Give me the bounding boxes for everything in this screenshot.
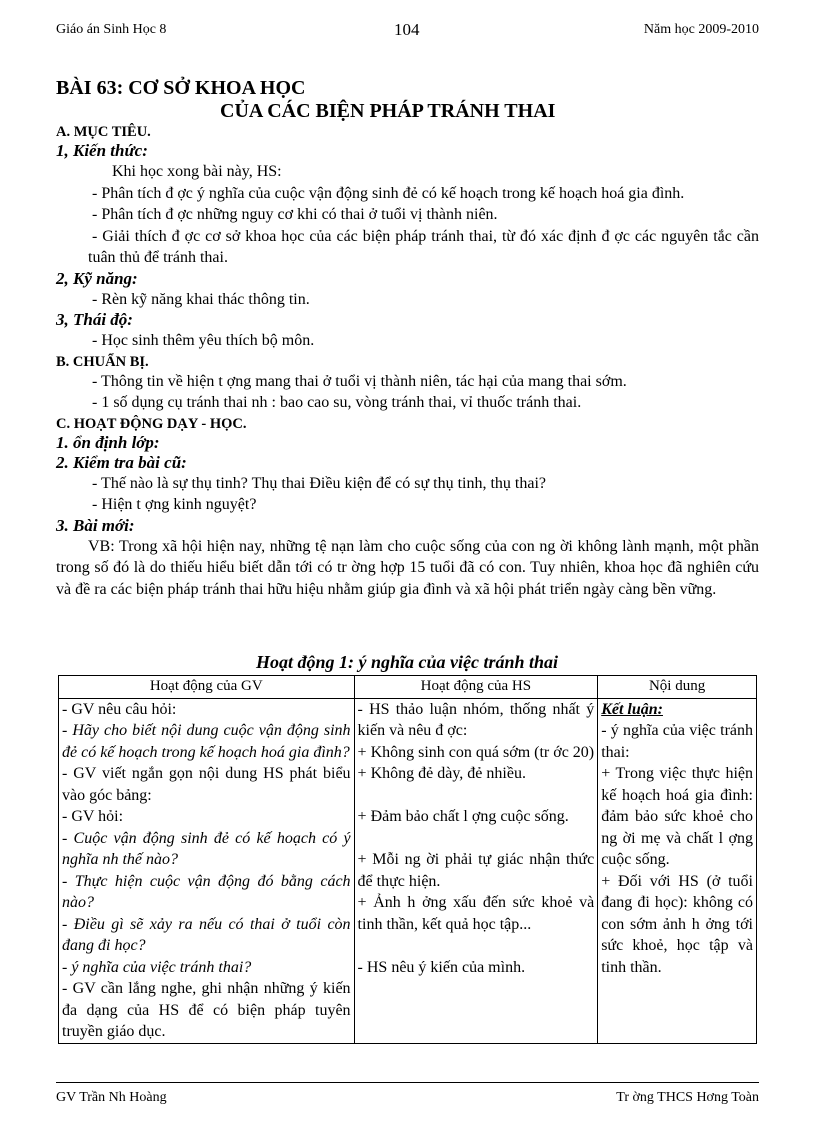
- attitude-item: - Học sinh thêm yêu thích bộ môn.: [92, 332, 315, 349]
- teacher-line: - Hãy cho biết nội dung cuộc vận động sinh đẻ có kế hoạch trong kế hoạch hoá gia đình?: [62, 722, 351, 761]
- teacher-line: - ý nghĩa của việc tránh thai?: [62, 958, 252, 976]
- column-header-content: Nội dung: [598, 676, 757, 699]
- column-header-student: Hoạt động của HS: [354, 676, 598, 699]
- knowledge-item-1: - Phân tích đ ợc ý nghĩa của cuộc vận động sinh đẻ có kế hoạch trong kế hoạch hoá gia đình.: [92, 184, 685, 202]
- page-number: 104: [394, 20, 420, 39]
- conclusion-label: Kết luận:: [601, 700, 663, 718]
- skill-heading: 2, Kỹ năng:: [56, 268, 138, 288]
- activity-title: Hoạt động 1: ý nghĩa của việc tránh thai: [256, 652, 559, 672]
- new-lesson-heading: 3. Bài mới:: [56, 515, 135, 535]
- table-row: [59, 698, 757, 1043]
- teacher-line: - Thực hiện cuộc vận động đó bằng cách nào?: [62, 872, 351, 911]
- footer-teacher: GV Trần Nh Hoàng: [56, 1090, 167, 1105]
- review-question-2: - Hiện t ợng kinh nguyệt?: [92, 496, 257, 513]
- content-cell: [598, 698, 757, 1043]
- student-activity-cell: [354, 698, 598, 1043]
- lesson-body: [56, 124, 759, 600]
- footer-school: Tr ờng THCS Hơng Toàn: [616, 1090, 759, 1105]
- teacher-line: - Cuộc vận động sinh đẻ có kế hoạch có ý nghĩa nh thế nào?: [62, 829, 351, 868]
- skill-item: - Rèn kỹ năng khai thác thông tin.: [92, 290, 310, 308]
- lesson-title-line1: BÀI 63: CƠ SỞ KHOA HỌC: [56, 77, 306, 99]
- knowledge-item-2: - Phân tích đ ợc những nguy cơ khi có thai ở tuổi vị thành niên.: [92, 206, 498, 223]
- column-header-teacher: Hoạt động của GV: [59, 676, 355, 699]
- header-right: Năm học 2009-2010: [643, 22, 759, 37]
- teacher-line: - GV nêu câu hỏi:: [62, 700, 177, 718]
- teacher-line: - GV hỏi:: [62, 808, 124, 825]
- content-line: + Trong việc thực hiện kế hoạch hoá gia đình: đảm bảo sức khoẻ cho ng ời mẹ và chất l ợng cuộc sống.: [601, 765, 753, 868]
- table-header-row: [59, 676, 757, 699]
- attitude-heading: 3, Thái độ:: [56, 310, 133, 329]
- teacher-line: - GV viết ngắn gọn nội dung HS phát biểu vào góc bảng:: [62, 765, 351, 804]
- student-line: + Mỗi ng ời phải tự giác nhận thức để thực hiện.: [357, 851, 595, 890]
- header-left: Giáo án Sinh Học 8: [56, 22, 167, 37]
- lesson-title-line2: CỦA CÁC BIỆN PHÁP TRÁNH THAI: [220, 100, 556, 122]
- review-heading: 2. Kiểm tra bài cũ:: [56, 452, 187, 472]
- preparation-item-1: - Thông tin về hiện t ợng mang thai ở tuổi vị thành niên, tác hại của mang thai sớm.: [92, 372, 627, 390]
- introduction-paragraph: VB: Trong xã hội hiện nay, những tệ nạn làm cho cuộc sống của con ng ời không lành mạnh, một phần trong số đó là do thiếu hiểu biết dẫn tới có tr ờng hợp 15 tuổi đã có con. Tuy nhiên, khoa học đã nghiên cứu và đề ra các biện pháp tránh thai hữu hiệu nhằm giúp gia đình và xã hội phát triển ngày càng bền vững.: [56, 537, 759, 598]
- content-line: - ý nghĩa của việc tránh thai:: [601, 722, 753, 761]
- footer-divider: [56, 1082, 759, 1083]
- preparation-item-2: - 1 số dụng cụ tránh thai nh : bao cao su, vòng tránh thai, vỉ thuốc tránh thai.: [92, 394, 582, 411]
- knowledge-heading: 1, Kiến thức:: [56, 141, 148, 160]
- teacher-line: - Điều gì sẽ xảy ra nếu có thai ở tuổi còn đang đi học?: [62, 915, 351, 954]
- student-line: + Không sinh con quá sớm (tr ớc 20): [357, 743, 595, 761]
- student-line: - HS thảo luận nhóm, thống nhất ý kiến và nêu đ ợc:: [357, 700, 595, 739]
- section-a-heading: A. MỤC TIÊU.: [56, 124, 151, 140]
- knowledge-item-3: - Giải thích đ ợc cơ sở khoa học của các biện pháp tránh thai, từ đó xác định đ ợc các nguyên tắc cần tuân thủ để tránh thai.: [88, 227, 759, 266]
- activity-table: [58, 675, 757, 1044]
- section-b-heading: B. CHUẨN BỊ.: [56, 353, 149, 370]
- review-question-1: - Thế nào là sự thụ tinh? Thụ thai Điều kiện để có sự thụ tinh, thụ thai?: [92, 474, 546, 492]
- class-order-heading: 1. ổn định lớp:: [56, 432, 160, 452]
- teacher-line: - GV cần lắng nghe, ghi nhận những ý kiến đa dạng của HS để có biện pháp tuyên truyền giáo dục.: [62, 980, 351, 1040]
- student-line: + Không đẻ dày, đẻ nhiều.: [357, 765, 526, 782]
- content-line: + Đối với HS (ở tuổi đang đi học): không có con sớm ảnh h ởng tới sức khoẻ, học tập và tinh thần.: [601, 872, 753, 976]
- teacher-activity-cell: [59, 698, 355, 1043]
- student-line: - HS nêu ý kiến của mình.: [357, 958, 526, 976]
- knowledge-intro: Khi học xong bài này, HS:: [112, 163, 282, 180]
- student-line: + Ảnh h ởng xấu đến sức khoẻ và tinh thần, kết quả học tập...: [357, 894, 595, 933]
- section-c-heading: C. HOẠT ĐỘNG DẠY - HỌC.: [56, 415, 247, 432]
- student-line: + Đảm bảo chất l ợng cuộc sống.: [357, 808, 569, 825]
